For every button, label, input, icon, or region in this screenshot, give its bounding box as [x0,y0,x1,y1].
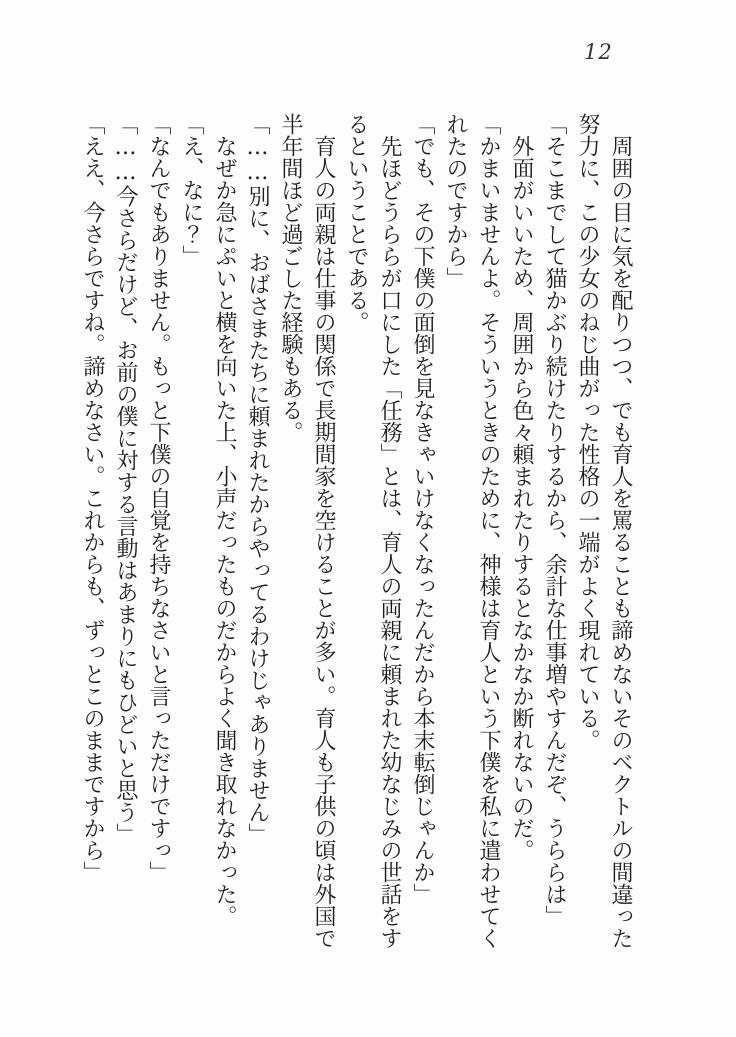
page-text [76,113,637,958]
page-number: 12 [584,40,613,64]
paragraph: 「え、なに？」 [179,113,204,267]
paragraph: 育人の両親は仕事の関係で長期間家を空けることが多い。育人も子供の頃は外国で半年間ほど過ごした経験もある。 [278,113,336,949]
paragraph: 「……今さらだけど、お前の僕に対する言動はあまりにもひどいと思う」 [113,113,138,845]
paragraph: 「でも、その下僕の面倒を見なきゃいけなくなったんだから本末転倒じゃんか」 [410,113,435,905]
paragraph: 「ええ、今さらですね。諦めなさい。これからも、ずっとこのままですから」 [80,113,105,883]
paragraph: 「なんでもありません。もっと下僕の自覚を持ちなさいと言っただけですっ」 [146,113,171,883]
paragraph: 先ほどうららが口にした「任務」とは、育人の両親に頼まれた幼なじみの世話をするということである。 [344,113,402,949]
paragraph: 「そこまでして猫かぶり続けたりするから、余計な仕事増やすんだぞ、うららは」 [542,113,567,927]
paragraph: 「……別に、おばさまたちに頼まれたからやってるわけじゃありません」 [245,113,270,845]
paragraph: 外面がいいため、周囲から色々頼まれたりするとなかなか断れないのだ。 [509,135,534,861]
paragraph: 「かまいませんよ。そういうときのために、神様は育人という下僕を私に遣わせてくれたのですから」 [443,113,501,949]
paragraph: なぜか急にぷいと横を向いた上、小声だったものだからよく聞き取れなかった。 [212,135,237,927]
paragraph: 周囲の目に気を配りつつ、でも育人を罵ることも諦めないそのベクトルの間違った努力に、この少女のねじ曲がった性格の一端がよく現れている。 [575,113,633,949]
